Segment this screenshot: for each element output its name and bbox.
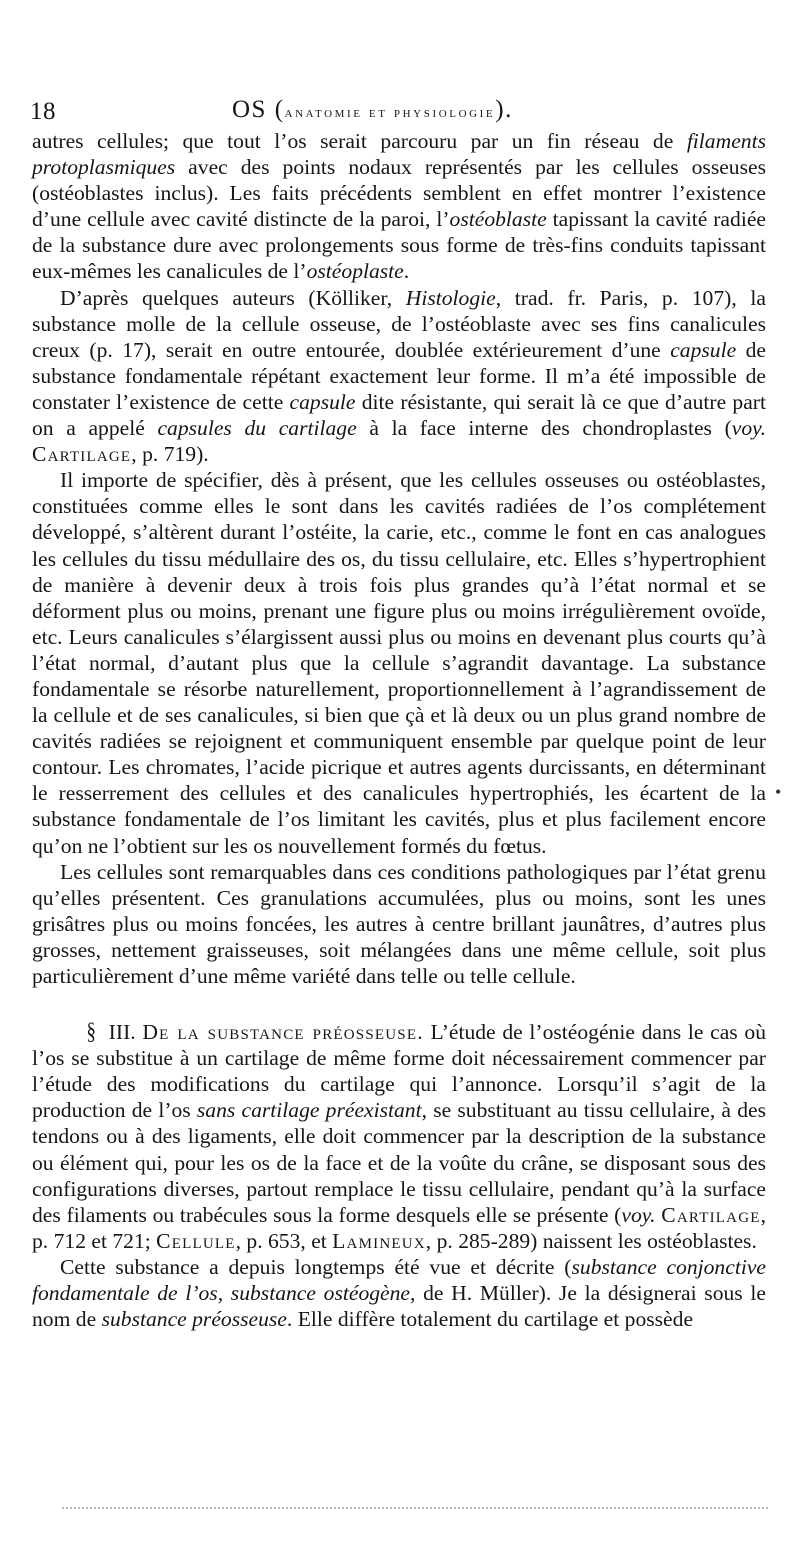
italic-text: capsule (289, 389, 356, 414)
running-head-paren-open: ( (266, 96, 285, 123)
body-text (32, 128, 766, 1332)
text-run: , p. 285-289) naissent les ostéoblastes. (425, 1228, 757, 1253)
italic-text: ostéoblaste (449, 207, 547, 232)
italic-text: capsule (670, 337, 737, 362)
running-head-title: OS (232, 96, 267, 123)
italic-text: sans cartilage préexistant (196, 1098, 422, 1123)
running-head-subtitle: anatomie et physiologie (284, 105, 496, 121)
running-head (232, 96, 513, 124)
text-run: . (403, 259, 410, 284)
italic-text: filaments protoplasmiques (32, 129, 766, 180)
text-run: , p. 719). (131, 442, 209, 467)
italic-text: ostéoplaste (306, 259, 404, 284)
text-run: dite résistante, qui serait là ce que d’autre part on a appelé (32, 389, 766, 441)
text-run: III. (102, 1020, 143, 1045)
italic-text: Histologie (405, 285, 496, 310)
text-run: D’après quelques auteurs (Kölliker, (60, 285, 406, 310)
page-number: 18 (30, 98, 56, 125)
text-run: L’étude de l’ostéogénie dans le cas où l’os se substitue à un cartilage de même forme doit nécessairement commencer par l’étude des modifications du cartilage qui l’annonce. Lorsqu’il s’agit de la production de l’os (32, 1020, 766, 1123)
text-run: Les cellules sont remarquables dans ces conditions pathologiques par l’état grenu qu’elles présentent. Ces granulations accumulées, plus ou moins, sont les unes grisâtres plus ou moins foncées, les autres à centre brillant jaunâtres, d’autres plus grosses, nettement graisseuses, soit mélangées dans une même cellule, soit plus particulièrement d’une même variété dans telle ou telle cellule. (32, 859, 766, 988)
text-run: Il importe de spécifier, dès à présent, que les cellules osseuses ou ostéoblastes, constituées comme elles le sont dans les cavités radiées de l’os complétement développé, s’altèrent durant l’ostéite, la carie, etc., comme le font en cas analogues les cellules du tissu médullaire des os, du tissu cellulaire, etc. Elles s’hypertrophient de manière à devenir deux à trois fois plus grandes qu’à l’état normal et se déforment plus ou moins, prenant une figure plus ou moins irrégulièrement ovoïde, etc. Leurs canalicules s’élargissent aussi plus ou moins en devenant plus courts qu’à l’état normal, d’autant plus que la cellule s’agrandit davantage. La substance fondamentale se résorbe naturellement, proportionnellement à l’agrandissement de la cellule et de ses canalicules, si bien que çà et là deux ou un plus grand nombre de cavités radiées se rejoignent et communiquent ensemble par quelque point de leur contour. Les chromates, l’acide picrique et autres agents durcissants, en déterminant le resserrement des cellules et des canalicules hypertrophiés, les écartent de la substance fondamentale de l’os limitant les cavités, plus et plus facilement encore qu’on ne l’obtient sur les os nouvellement formés du fœtus. (32, 468, 766, 858)
text-run: avec des points nodaux représentés par les cellules osseuses (ostéoblastes inclus). Les faits précédents semblent en effet montrer l’existence d’une cellule avec cavité distincte de la paroi, l’ (32, 155, 766, 232)
italic-text: capsules du cartilage (157, 416, 357, 441)
italic-text: substance préosseuse (101, 1307, 287, 1332)
small-caps-text: Cartilage (32, 442, 132, 467)
text-run: , p. 653, et (235, 1228, 333, 1253)
paragraph (32, 859, 766, 989)
text-run: , de H. Müller). Je la désignerai sous le nom de (32, 1281, 766, 1332)
italic-text: substance conjonctive fondamentale de l’os, substance ostéogène (32, 1254, 766, 1306)
text-run: de substance fondamentale répétant exactement leur forme. Il m’a été impossible de constater l’existence de cette (32, 337, 766, 414)
paragraph (32, 128, 766, 285)
text-run: , trad. fr. Paris, p. 107), la substance molle de la cellule osseuse, de l’ostéoblaste avec ses fins canalicules creux (p. 17), serait en outre entourée, doublée extérieurement d’une (32, 285, 766, 362)
paragraph (32, 467, 766, 858)
text-run: Cette substance a depuis longtemps été vue et décrite ( (60, 1254, 572, 1279)
small-caps-text: Cartilage (661, 1202, 761, 1227)
small-caps-text: Cellule (156, 1228, 236, 1253)
paragraph (32, 285, 766, 468)
italic-text: voy. (731, 416, 766, 441)
margin-dot: • (775, 782, 782, 802)
text-run: , se substituant au tissu cellulaire, à des tendons ou à des ligaments, elle doit commencer par la description de la substance ou élément qui, pour les os de la face et de la voûte du crâne, se disposant sous des configurations diverses, partout remplace le tissu cellulaire, pendant qu’à la surface des filaments ou trabécules sous la forme desquels elle se présente ( (32, 1098, 766, 1227)
small-caps-text: De la substance préosseuse. (142, 1020, 424, 1045)
bottom-rule (62, 1507, 768, 1509)
text-run: . Elle diffère totalement du cartilage et possède (286, 1307, 694, 1332)
text-run: , p. 712 et 721; (32, 1202, 766, 1253)
page-header (0, 94, 800, 130)
text-run: à la face interne des chondroplastes ( (356, 416, 732, 441)
running-head-paren-close: ). (495, 96, 513, 123)
paragraph (32, 1019, 766, 1254)
text-run: tapissant la cavité radiée de la substance dure avec prolongements sous forme de très-fins conduits tapissant eux-mêmes les canalicules de l’ (32, 207, 766, 284)
text-run: autres cellules; que tout l’os serait parcouru par un fin réseau de (32, 129, 687, 153)
small-caps-text: Lamineux (332, 1228, 426, 1253)
section-sign: § (86, 1019, 96, 1046)
paragraph (32, 1254, 766, 1332)
italic-text: voy. (621, 1202, 656, 1227)
